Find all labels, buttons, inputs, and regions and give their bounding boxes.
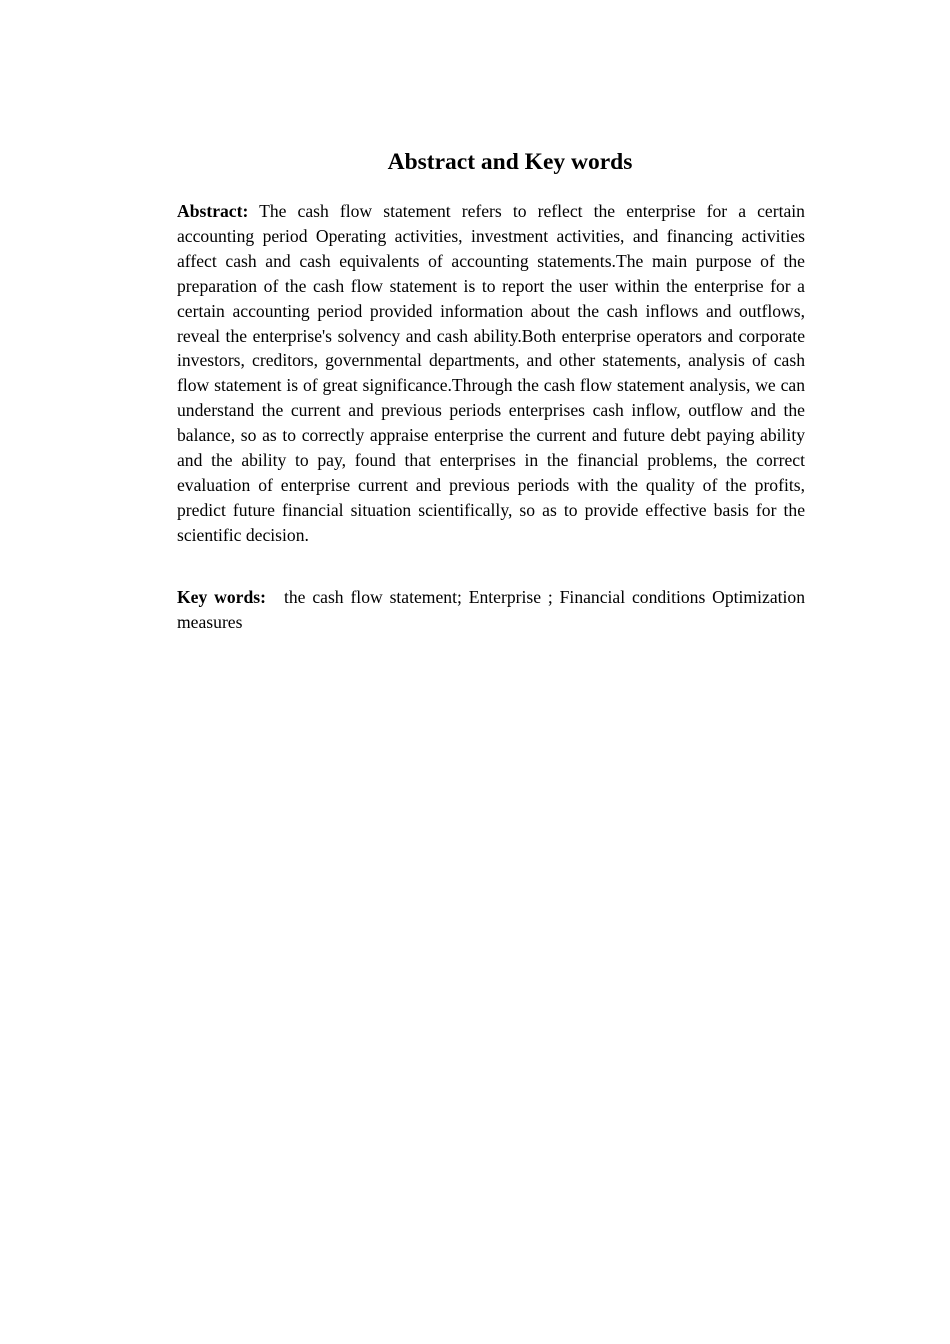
abstract-paragraph	[177, 199, 805, 548]
keywords-paragraph	[177, 585, 805, 635]
page-title: Abstract and Key words	[387, 149, 633, 175]
keywords-label: Key words:	[177, 587, 266, 607]
keywords-text: the cash flow statement; Enterprise ; Financial conditions Optimization measures	[177, 587, 805, 632]
abstract-text: The cash flow statement refers to reflect the enterprise for a certain accounting period Operating activities, investment activities, and financing activities affect cash and cash equivalents of accounting statements.The main purpose of the preparation of the cash flow statement is to report the user within the enterprise for a certain accounting period provided information about the cash inflows and outflows, reveal the enterprise's solvency and cash ability.Both enterprise operators and corporate investors, creditors, governmental departments, and other statements, analysis of cash flow statement is of great significance.Through the cash flow statement analysis, we can understand the current and previous periods enterprises cash inflow, outflow and the balance, so as to correctly appraise enterprise the current and future debt paying ability and the ability to pay, found that enterprises in the financial problems, the correct evaluation of enterprise current and previous periods with the quality of the profits, predict future financial situation scientifically, so as to provide effective basis for the scientific decision.	[177, 201, 805, 545]
abstract-label: Abstract:	[177, 201, 249, 221]
